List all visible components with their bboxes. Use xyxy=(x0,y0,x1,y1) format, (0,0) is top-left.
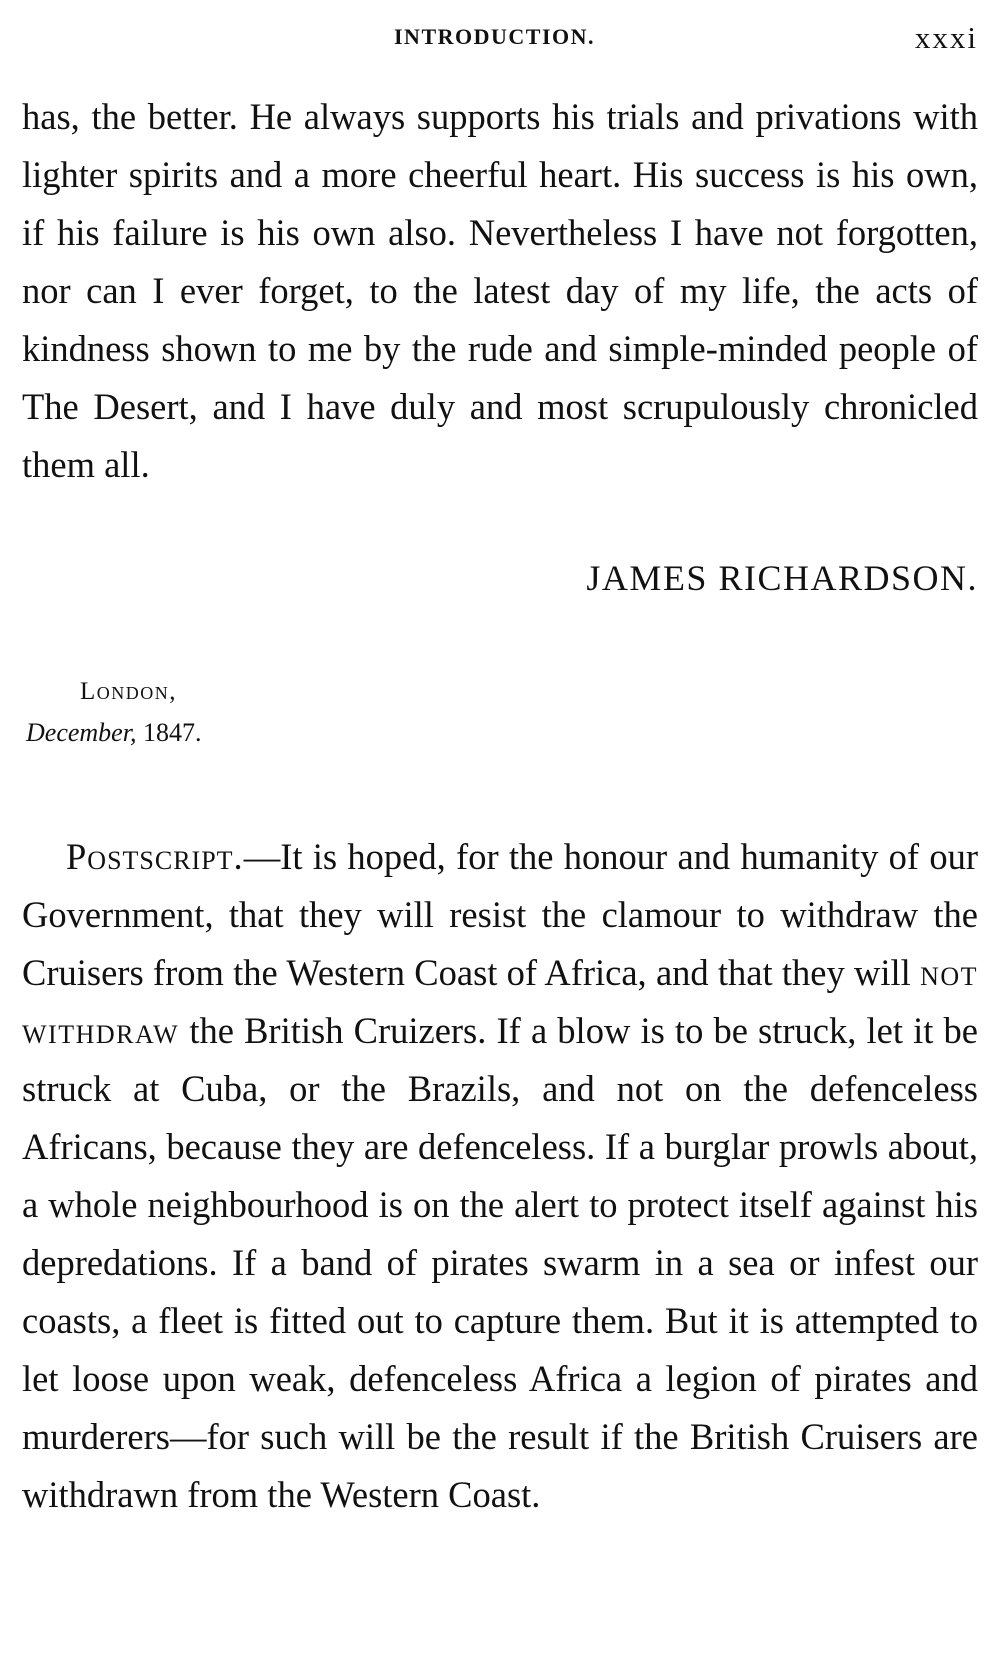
paragraph-closing-introduction: has, the better. He always supports his trials and privations with lighter spirits and a more cheerful heart. His success is his own, if his failure is his own also. Nevertheless I have not forgotten, nor can I ever forget, to the latest day of my life, the acts of kindness shown to me by the rude and simple-minded people of The Desert, and I have duly and most scrupulously chronicled them all. xyxy=(22,96,978,485)
postscript-emphasis: not withdraw xyxy=(22,952,978,1051)
dateline-date xyxy=(26,718,201,748)
dateline-place: London, xyxy=(80,678,178,705)
running-title: INTRODUCTION. xyxy=(394,24,596,49)
postscript-text-before: It is hoped, for the honour and humanity of our Government, that they will resist the clamour to withdraw the Cruisers from the Western Coast of Africa, and that they will xyxy=(22,836,978,993)
page-number: xxxi xyxy=(914,20,978,55)
paragraph-postscript xyxy=(22,828,978,1524)
postscript-lead: Postscript. xyxy=(66,836,244,877)
running-head xyxy=(0,18,1000,58)
postscript-dash: — xyxy=(243,836,281,877)
dateline-year: 1847. xyxy=(142,718,202,747)
author-signature: JAMES RICHARDSON. xyxy=(586,558,978,598)
dateline-month: December, xyxy=(26,718,137,747)
postscript-text-after: the British Cruizers. If a blow is to be struck, let it be struck at Cuba, or the Brazils, and not on the defenceless Africans, because they are defenceless. If a burglar prowls about, a whole neighbourhood is on the alert to protect itself against his depredations. If a band of pirates swarm in a sea or infest our coasts, a fleet is fitted out to capture them. But it is attempted to let loose upon weak, defenceless Africa a legion of pirates and murderers—for such will be the result if the British Cruisers are withdrawn from the Western Coast. xyxy=(22,1010,978,1515)
